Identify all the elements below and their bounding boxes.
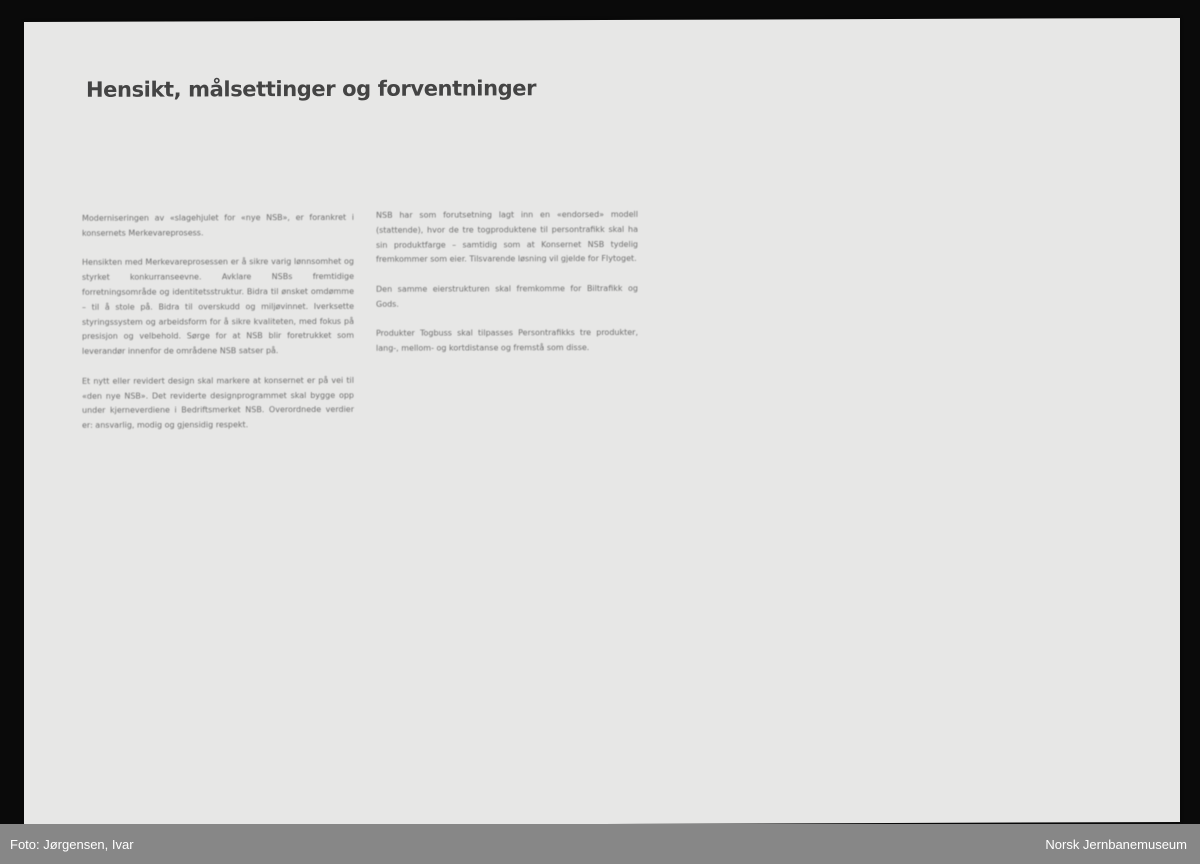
- photographer-credit: Foto: Jørgensen, Ivar: [10, 837, 134, 852]
- left-text-column: [82, 211, 354, 449]
- right-text-column: [376, 208, 638, 372]
- left-paragraph-2: Hensikten med Merkevareprosessen er å sikre varig lønnsomhet og styrket konkurranseevne. Avklare NSBs fremtidige forretningsområde og identitetsstruktur. Bidra til ønsket omdømme – til å stole på. Bidra til overskudd og miljøvinnet. Iverksette styringssystem og arbeidsform for å sikre kvaliteten, med fokus på presisjon og velbehold. Sørge for at NSB blir foretrukket som leverandør innenfor de områdene NSB satser på.: [82, 257, 354, 356]
- right-paragraph-2: Den samme eierstrukturen skal fremkomme for Biltrafikk og Gods.: [376, 283, 638, 309]
- left-paragraph-1: Moderniseringen av «slagehjulet for «nye NSB», er forankret i konsernets Merkevareprosess.: [82, 212, 354, 238]
- right-paragraph-3: Produkter Togbuss skal tilpasses Persontrafikks tre produkter, lang-, mellom- og kortdistanse og fremstå som disse.: [376, 328, 638, 353]
- left-paragraph-3: Et nytt eller revidert design skal markere at konsernet er på vei til «den nye NSB». Det reviderte designprogrammet skal bygge opp under kjerneverdiene i Bedriftsmerket NSB. Overordnede verdier er: ansvarlig, modig og gjensidig respekt.: [82, 375, 354, 430]
- page-title: Hensikt, målsettinger og forventninger: [86, 76, 537, 102]
- document-page: [24, 18, 1180, 826]
- photo-credit-bar: [0, 824, 1200, 864]
- museum-name: Norsk Jernbanemuseum: [1045, 837, 1187, 852]
- right-paragraph-1: NSB har som forutsetning lagt inn en «endorsed» modell (stattende), hvor de tre togproduktene til persontrafikk skal ha sin produktfarge – samtidig som at Konsernet NSB tydelig fremkommer som eier. Tilsvarende løsning vil gjelde for Flytoget.: [376, 209, 638, 265]
